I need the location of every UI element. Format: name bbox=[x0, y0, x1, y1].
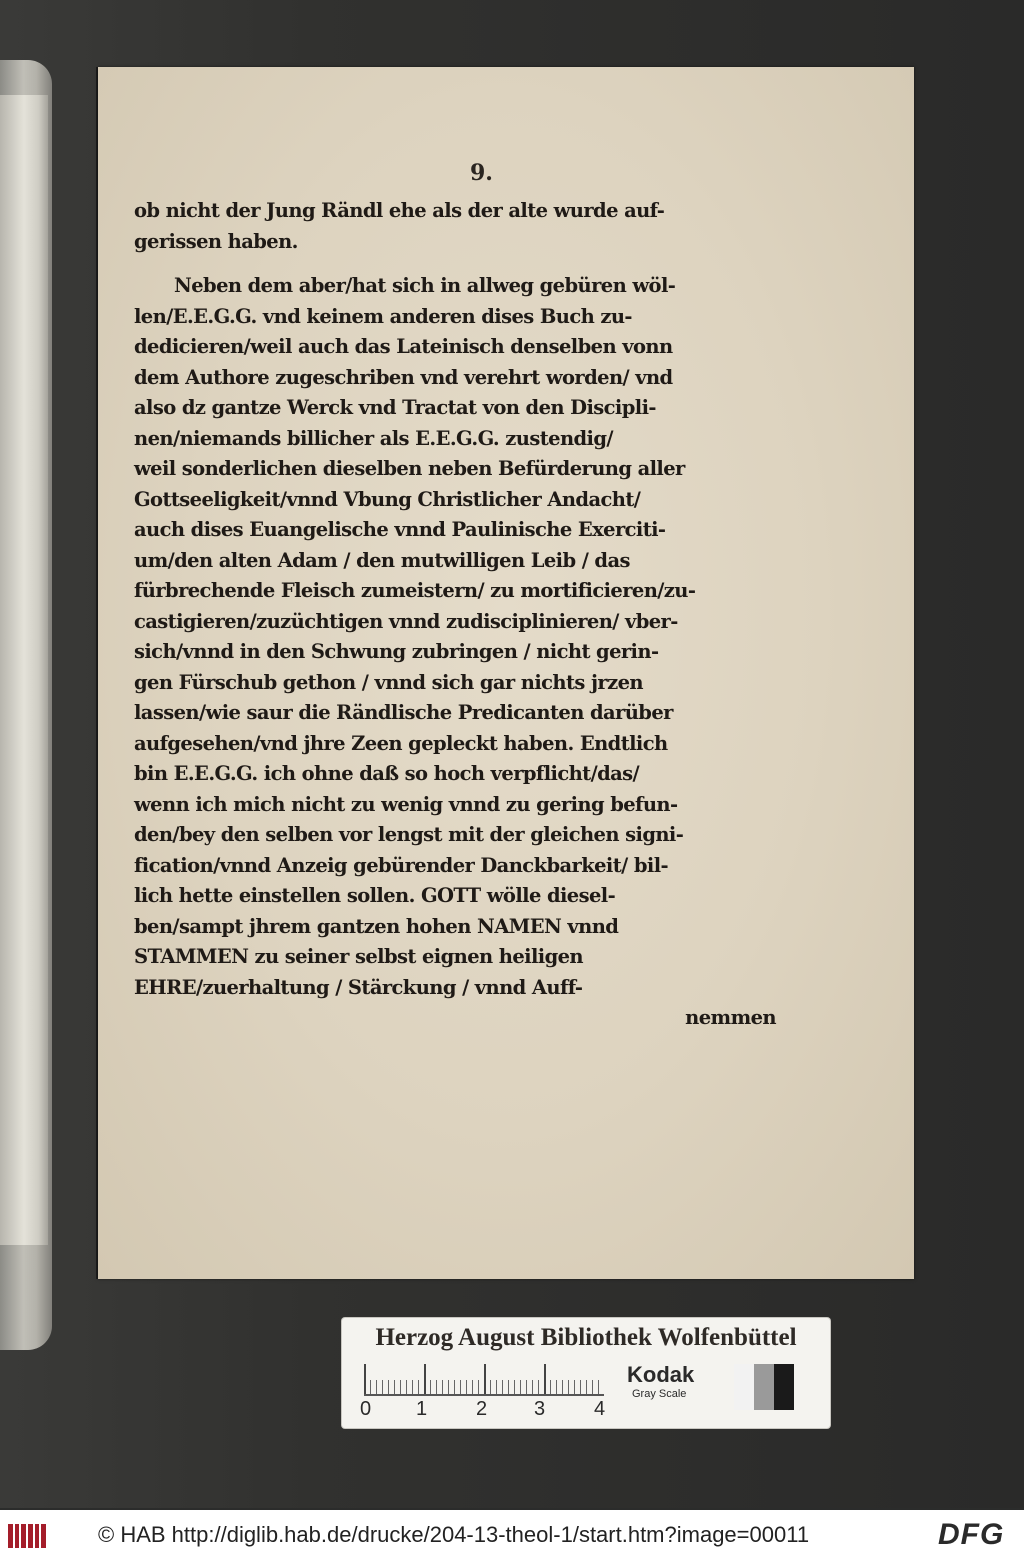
page-number: 9. bbox=[470, 160, 493, 186]
gray-patch-black bbox=[774, 1364, 794, 1410]
library-name: Herzog August Bibliothek Wolfenbüttel bbox=[375, 1324, 797, 1351]
text-line: weil sonderlichen dieselben neben Befürderung aller bbox=[134, 457, 685, 480]
gray-scale-caption: Gray Scale bbox=[632, 1388, 687, 1400]
catchword: nemmen bbox=[685, 1006, 776, 1029]
ruler-major-ticks bbox=[364, 1364, 604, 1394]
text-line: lassen/wie saur die Rändlische Predicanten darüber bbox=[134, 701, 673, 724]
hab-logo-icon bbox=[8, 1524, 46, 1548]
text-line: Gottseeligkeit/vnnd Vbung Christlicher Andacht/ bbox=[134, 487, 641, 511]
kodak-brand: Kodak bbox=[627, 1362, 695, 1387]
text-line: um/den alten Adam / den mutwilligen Leib / das bbox=[134, 548, 630, 572]
text-line: lich hette einstellen sollen. GOTT wölle diesel- bbox=[134, 884, 616, 907]
text-line: also dz gantze Werck vnd Tractat von den Discipli- bbox=[134, 396, 656, 419]
page-text bbox=[134, 196, 794, 1034]
text-line: STAMMEN zu seiner selbst eignen heiligen bbox=[134, 945, 584, 968]
gray-patch-mid bbox=[754, 1364, 774, 1410]
footer-source-link[interactable]: © HAB http://diglib.hab.de/drucke/204-13-theol-1/start.htm?image=00011 bbox=[98, 1522, 810, 1547]
text-line: bin E.E.G.G. ich ohne daß so hoch verpflicht/das/ bbox=[134, 762, 640, 785]
gray-patch-white bbox=[734, 1364, 754, 1410]
ruler-number: 1 bbox=[416, 1398, 428, 1420]
text-line: dem Authore zugeschriben vnd verehrt worden/ vnd bbox=[134, 365, 673, 389]
text-line: gen Fürschub gethon / vnnd sich gar nichts jrzen bbox=[134, 670, 643, 694]
text-line: aufgesehen/vnd jhre Zeen gepleckt haben. Endtlich bbox=[134, 731, 668, 755]
adjacent-page-inner bbox=[0, 95, 48, 1245]
text-line: ben/sampt jhrem gantzen hohen NAMEN vnnd bbox=[134, 914, 619, 938]
ruler-number: 3 bbox=[534, 1398, 546, 1420]
ruler-number: 4 bbox=[594, 1398, 606, 1420]
scale-ruler bbox=[360, 1360, 606, 1420]
footer-bar bbox=[0, 1510, 1024, 1562]
text-line: wenn ich mich nicht zu wenig vnnd zu gering befun- bbox=[134, 792, 678, 816]
text-line: ob nicht der Jung Rändl ehe als der alte wurde auf- bbox=[134, 199, 665, 222]
text-line: Neben dem aber/hat sich in allweg gebüren wöl- bbox=[174, 274, 676, 297]
text-line: auch dises Euangelische vnnd Paulinische Exerciti- bbox=[134, 518, 666, 541]
text-line: dedicieren/weil auch das Lateinisch denselben vonn bbox=[134, 335, 673, 358]
ruler-number: 2 bbox=[476, 1398, 488, 1420]
text-line: sich/vnnd in den Schwung zubringen / nicht gerin- bbox=[134, 640, 659, 663]
text-line: fication/vnnd Anzeig gebürender Danckbarkeit/ bil- bbox=[134, 853, 669, 877]
ruler-number: 0 bbox=[360, 1398, 372, 1420]
library-color-label bbox=[342, 1318, 830, 1428]
text-line: fürbrechende Fleisch zumeistern/ zu mortificieren/zu- bbox=[134, 579, 696, 602]
gray-scale-patches bbox=[734, 1364, 794, 1410]
text-line: den/bey den selben vor lengst mit der gleichen signi- bbox=[134, 823, 684, 846]
dfg-logo: DFG bbox=[938, 1518, 1005, 1551]
text-line: nen/niemands billicher als E.E.G.G. zustendig/ bbox=[134, 426, 613, 450]
text-line: EHRE/zuerhaltung / Stärckung / vnnd Auff- bbox=[134, 975, 583, 999]
text-line: gerissen haben. bbox=[134, 229, 298, 253]
text-line: castigieren/zuzüchtigen vnnd zudisciplinieren/ vber- bbox=[134, 609, 678, 633]
text-line: len/E.E.G.G. vnd keinem anderen dises Buch zu- bbox=[134, 304, 632, 328]
ruler-numbers bbox=[360, 1398, 620, 1420]
